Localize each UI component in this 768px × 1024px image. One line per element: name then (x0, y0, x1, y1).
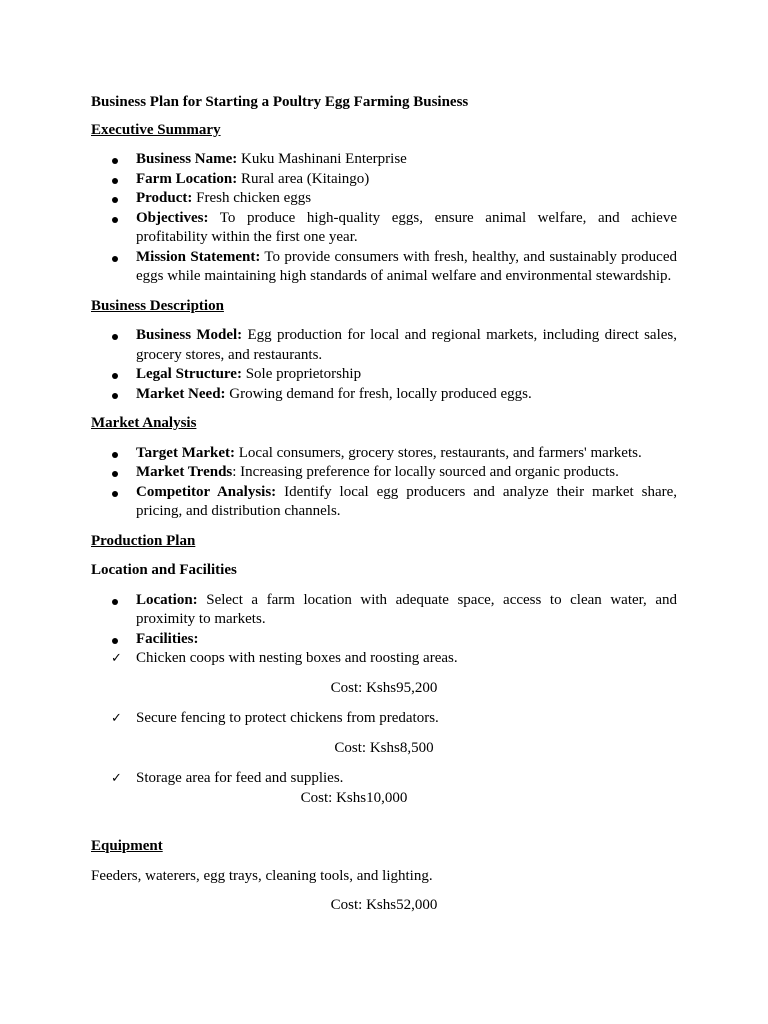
production-plan-list (91, 591, 677, 650)
market-analysis-heading: Market Analysis (91, 415, 197, 431)
checkmark-icon: ✓ (111, 711, 122, 726)
bullet-icon (112, 178, 118, 184)
bullet-icon (112, 217, 118, 223)
equipment-text: Feeders, waterers, egg trays, cleaning tools, and lighting. (91, 867, 433, 884)
list-item: Farm Location: Rural area (Kitaingo) (91, 170, 677, 190)
list-item: Target Market: Local consumers, grocery stores, restaurants, and farmers' markets. (91, 444, 677, 464)
bullet-icon (112, 158, 118, 164)
bullet-icon (112, 197, 118, 203)
production-plan-heading: Production Plan (91, 532, 196, 549)
bullet-icon (112, 256, 118, 262)
list-item: Location: Select a farm location with adequate space, access to clean water, and proximity to markets. (91, 591, 677, 630)
list-item: Business Model: Egg production for local and regional markets, including direct sales, grocery stores, and restaurants. (91, 326, 677, 365)
bullet-icon (112, 491, 118, 497)
list-item: Business Name: Kuku Mashinani Enterprise (91, 150, 677, 170)
business-description-heading: Business Description (91, 297, 224, 314)
document-title: Business Plan for Starting a Poultry Egg Farming Business (91, 94, 469, 110)
list-item: Facilities: (91, 630, 677, 650)
equipment-heading: Equipment (91, 838, 163, 854)
list-item: Legal Structure: Sole proprietorship (91, 365, 677, 385)
facility-item: ✓ Chicken coops with nesting boxes and roosting areas. (91, 649, 677, 669)
facility-item: ✓ Secure fencing to protect chickens from predators. (91, 709, 677, 729)
facility-cost: Cost: Kshs8,500 (334, 739, 434, 756)
equipment-cost: Cost: Kshs52,000 (330, 897, 438, 913)
location-facilities-subheading: Location and Facilities (91, 562, 237, 578)
executive-summary-heading: Executive Summary (91, 121, 221, 138)
list-item: Market Need: Growing demand for fresh, locally produced eggs. (91, 385, 677, 405)
executive-summary-list (91, 150, 677, 287)
bullet-icon (112, 393, 118, 399)
facility-item: ✓ Storage area for feed and supplies. (91, 769, 677, 789)
checkmark-icon: ✓ (111, 651, 122, 666)
business-description-list (91, 326, 677, 404)
facility-cost: Cost: Kshs10,000 (300, 789, 408, 806)
list-item: Competitor Analysis: Identify local egg producers and analyze their market share, pricing, and distribution channels. (91, 483, 677, 522)
bullet-icon (112, 452, 118, 458)
bullet-icon (112, 373, 118, 379)
list-item: Mission Statement: To provide consumers with fresh, healthy, and sustainably produced eggs while maintaining high standards of animal welfare and environmental stewardship. (91, 248, 677, 287)
list-item: Market Trends: Increasing preference for locally sourced and organic products. (91, 463, 677, 483)
checkmark-icon: ✓ (111, 771, 122, 786)
list-item: Objectives: To produce high-quality eggs, ensure animal welfare, and achieve profitability within the first one year. (91, 209, 677, 248)
facility-cost: Cost: Kshs95,200 (330, 679, 438, 696)
bullet-icon (112, 599, 118, 605)
document-page (91, 93, 677, 926)
list-item: Product: Fresh chicken eggs (91, 189, 677, 209)
bullet-icon (112, 638, 118, 644)
market-analysis-list (91, 444, 677, 522)
bullet-icon (112, 471, 118, 477)
bullet-icon (112, 334, 118, 340)
